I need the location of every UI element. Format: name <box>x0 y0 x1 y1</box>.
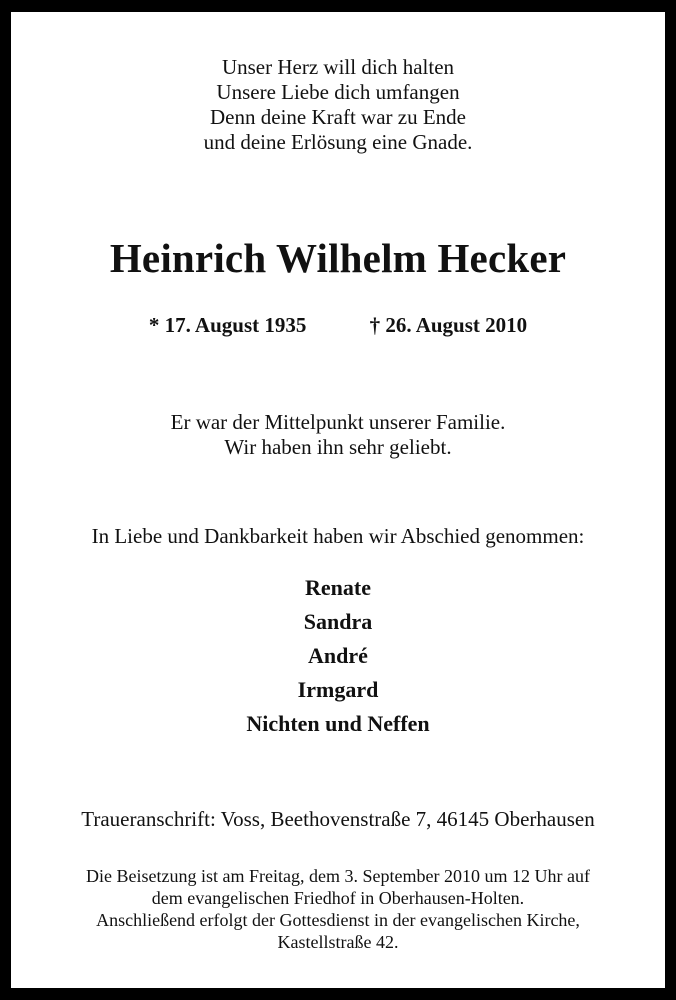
obituary-notice <box>11 12 665 988</box>
tribute-line: Wir haben ihn sehr geliebt. <box>224 435 452 459</box>
mourner-name: Renate <box>305 575 371 600</box>
tribute-text <box>11 410 665 460</box>
burial-line: Kastellstraße 42. <box>277 932 399 952</box>
death-cross-icon: † <box>369 313 381 337</box>
burial-line: Die Beisetzung ist am Freitag, dem 3. September 2010 um 12 Uhr auf <box>86 866 590 886</box>
burial-info <box>11 865 665 953</box>
burial-line: Anschließend erfolgt der Gottesdienst in der evangelischen Kirche, <box>96 910 580 930</box>
mourner-name: André <box>308 643 368 668</box>
mourners-list <box>11 571 665 741</box>
death-date-group <box>370 312 528 338</box>
verse-line: und deine Erlösung eine Gnade. <box>203 130 473 154</box>
birth-star-icon: * <box>148 313 160 337</box>
birth-date: 17. August 1935 <box>164 313 307 337</box>
farewell-line: In Liebe und Dankbarkeit haben wir Abschied genommen: <box>91 524 585 548</box>
mourner-name: Irmgard <box>297 677 379 702</box>
mourner-name: Sandra <box>303 609 373 634</box>
verse-line: Unser Herz will dich halten <box>221 55 455 79</box>
verse-line: Unsere Liebe dich umfangen <box>216 80 460 104</box>
life-dates <box>11 312 665 338</box>
memorial-verse <box>11 55 665 155</box>
verse-line: Denn deine Kraft war zu Ende <box>210 105 466 129</box>
tribute-line: Er war der Mittelpunkt unserer Familie. <box>170 410 506 434</box>
deceased-name: Heinrich Wilhelm Hecker <box>109 235 567 281</box>
death-date: 26. August 2010 <box>385 313 528 337</box>
mourning-address: Traueranschrift: Voss, Beethovenstraße 7, 46145 Oberhausen <box>81 807 595 831</box>
birth-date-group <box>149 312 307 338</box>
burial-line: dem evangelischen Friedhof in Oberhausen-Holten. <box>151 888 525 908</box>
mourner-name: Nichten und Neffen <box>246 711 430 736</box>
